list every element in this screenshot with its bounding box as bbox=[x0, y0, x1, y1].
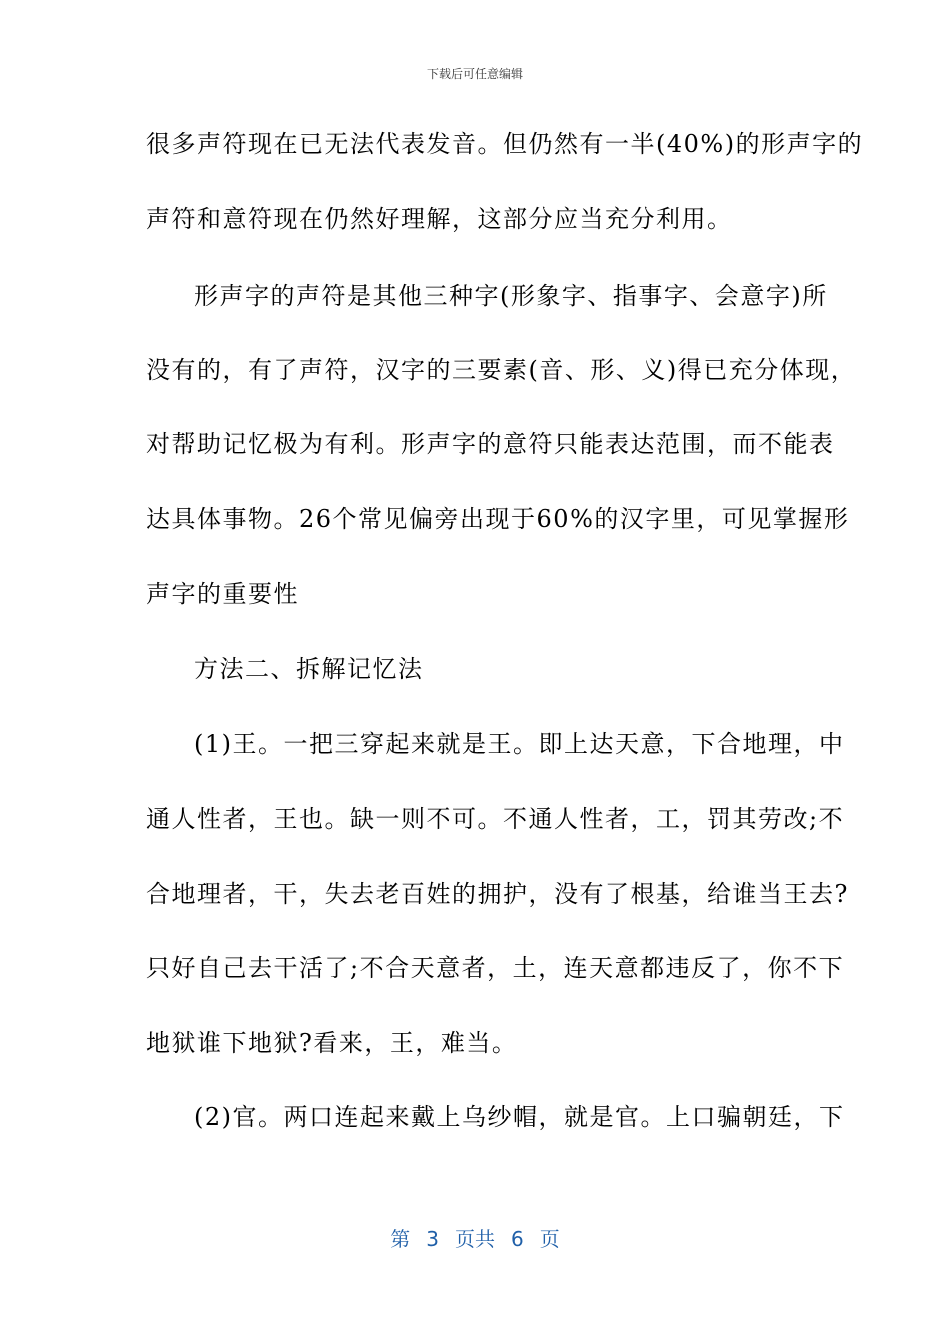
text-line-3: 形声字的声符是其他三种字(形象字、指事字、会意字)所 bbox=[194, 282, 828, 310]
text-line-4: 没有的，有了声符，汉字的三要素(音、形、义)得已充分体现， bbox=[146, 356, 857, 384]
page-label-suffix: 页 bbox=[539, 1227, 560, 1251]
text-line-2: 声符和意符现在仍然好理解，这部分应当充分利用。 bbox=[146, 205, 733, 233]
text-line-7: 声字的重要性 bbox=[146, 580, 299, 608]
text-line-9: (1)王。一把三穿起来就是王。即上达天意，下合地理，中 bbox=[194, 730, 845, 758]
text-line-12: 只好自己去干活了;不合天意者，土，连天意都违反了，你不下 bbox=[146, 954, 845, 982]
text-line-10: 通人性者，王也。缺一则不可。不通人性者，工，罚其劳改;不 bbox=[146, 805, 845, 833]
total-pages-number: 6 bbox=[511, 1227, 524, 1251]
page-label-middle: 页共 bbox=[455, 1227, 495, 1251]
section-heading: 方法二、拆解记忆法 bbox=[194, 655, 424, 683]
text-line-1: 很多声符现在已无法代表发音。但仍然有一半(40%)的形声字的 bbox=[146, 130, 864, 158]
text-line-11: 合地理者，干，失去老百姓的拥护，没有了根基，给谁当王去? bbox=[146, 880, 849, 908]
text-line-6: 达具体事物。26个常见偏旁出现于60%的汉字里，可见掌握形 bbox=[146, 505, 850, 533]
page-footer bbox=[0, 1226, 950, 1252]
text-line-14: (2)官。两口连起来戴上乌纱帽，就是官。上口骗朝廷，下 bbox=[194, 1103, 845, 1131]
current-page-number: 3 bbox=[426, 1227, 439, 1251]
text-line-5: 对帮助记忆极为有利。形声字的意符只能表达范围，而不能表 bbox=[146, 430, 835, 458]
page-label-prefix: 第 bbox=[390, 1227, 411, 1251]
text-line-13: 地狱谁下地狱?看来，王，难当。 bbox=[146, 1029, 518, 1057]
header-note: 下载后可任意编辑 bbox=[426, 67, 523, 81]
